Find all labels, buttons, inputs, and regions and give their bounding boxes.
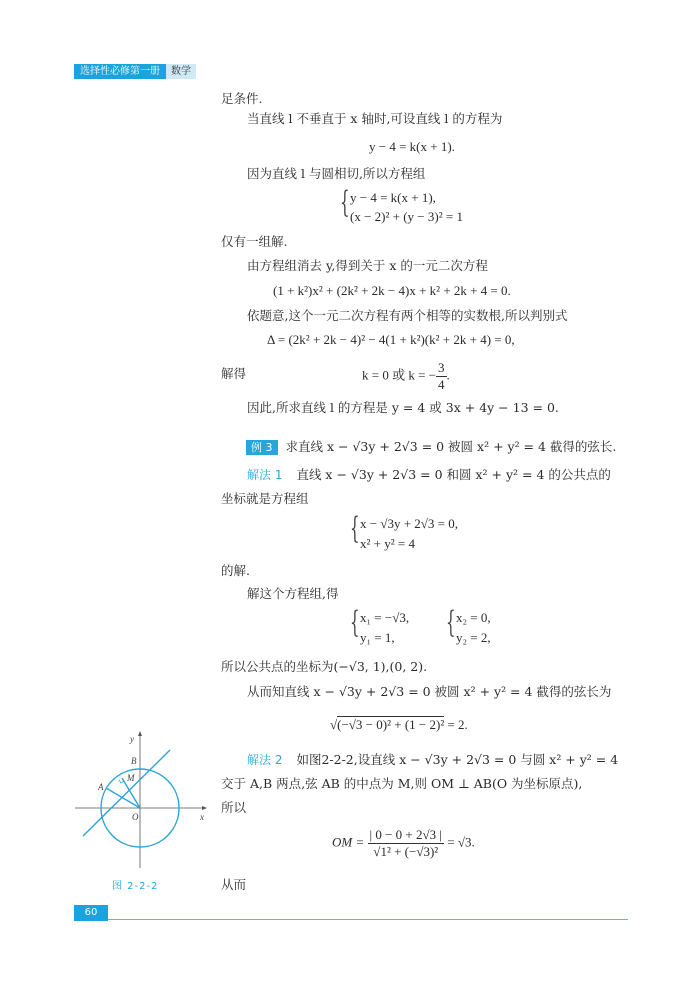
equation-part: = 2. bbox=[444, 717, 468, 732]
equation: y − 4 = k(x + 1). bbox=[369, 139, 455, 154]
solution-row: x₁ = −√3, bbox=[360, 610, 410, 625]
sqrt-content: 1² + (−√3)² bbox=[380, 844, 439, 859]
numerator: 3 bbox=[438, 360, 445, 375]
text-line: 由方程组消去 y,得到关于 x 的一元二次方程 bbox=[247, 258, 488, 273]
running-header bbox=[74, 64, 196, 79]
text-line: 坐标就是方程组 bbox=[221, 491, 309, 506]
equation-part: OM = bbox=[332, 834, 368, 850]
brace: { bbox=[340, 185, 350, 220]
method-text: 如图2-2-2,设直线 x − √3y + 2√3 = 0 与圆 x² + y² = 4 bbox=[296, 752, 619, 767]
text-line: 解这个方程组,得 bbox=[247, 586, 339, 601]
label-y: y bbox=[130, 734, 134, 744]
label-A: A bbox=[98, 782, 104, 792]
equation bbox=[362, 360, 450, 393]
text-line: 的解. bbox=[221, 563, 250, 578]
y-axis-arrow-icon bbox=[138, 731, 142, 736]
denominator: √1² + (−√3)² bbox=[373, 844, 439, 859]
footer-rule bbox=[108, 919, 628, 920]
text-line: 所以公共点的坐标为(−√3, 1),(0, 2). bbox=[221, 659, 428, 674]
label-B: B bbox=[131, 756, 137, 766]
solution-row: y₂ = 2, bbox=[456, 630, 491, 645]
text-line: 因此,所求直线 l 的方程是 y = 4 或 3x + 4y − 13 = 0. bbox=[247, 400, 559, 415]
fraction bbox=[436, 360, 447, 393]
figure-circle-line-diagram bbox=[70, 728, 210, 868]
method-line bbox=[247, 467, 611, 483]
text-line: 从而 bbox=[221, 877, 247, 892]
label-M: M bbox=[127, 773, 135, 783]
text-line: 因为直线 l 与圆相切,所以方程组 bbox=[247, 166, 426, 181]
sqrt-symbol: √ bbox=[330, 717, 338, 732]
line-l bbox=[83, 750, 170, 836]
page-number: 60 bbox=[74, 905, 108, 921]
denominator: 4 bbox=[438, 377, 445, 392]
equation-system-row: x − √3y + 2√3 = 0, bbox=[360, 516, 459, 531]
fraction bbox=[368, 827, 445, 860]
equation: Δ = (2k² + 2k − 4)² − 4(1 + k²)(k² + 2k + 4) = 0, bbox=[267, 332, 515, 347]
equation: (1 + k²)x² + (2k² + 2k − 4)x + k² + 2k + 4 = 0. bbox=[273, 283, 511, 298]
sqrt-content: (−√3 − 0)² + (1 − 2)² bbox=[337, 717, 445, 732]
text-line: 依题意,这个一元二次方程有两个相等的实数根,所以判别式 bbox=[247, 308, 568, 323]
numerator: | 0 − 0 + 2√3 | bbox=[369, 827, 443, 842]
text-line: 交于 A,B 两点,弦 AB 的中点为 M,则 OM ⊥ AB(O 为坐标原点), bbox=[221, 776, 583, 791]
equation-system-row: x² + y² = 4 bbox=[360, 536, 415, 551]
brace: { bbox=[350, 511, 360, 546]
text-line: 当直线 l 不垂直于 x 轴时,可设直线 l 的方程为 bbox=[247, 111, 503, 126]
label-x: x bbox=[200, 812, 204, 822]
x-axis-arrow-icon bbox=[202, 806, 207, 810]
brace: { bbox=[446, 605, 456, 640]
equation-system-row: y − 4 = k(x + 1), bbox=[350, 190, 436, 205]
equation-part: k = 0 或 k = − bbox=[362, 367, 436, 383]
segment-OA bbox=[106, 788, 140, 808]
example-text: 求直线 x − √3y + 2√3 = 0 被圆 x² + y² = 4 截得的弦长. bbox=[285, 439, 617, 454]
text-line: 仅有一组解. bbox=[221, 234, 288, 249]
method-line bbox=[247, 752, 618, 768]
example-heading bbox=[246, 439, 616, 456]
method-text: 直线 x − √3y + 2√3 = 0 和圆 x² + y² = 4 的公共点的 bbox=[296, 467, 611, 482]
text-line: 所以 bbox=[221, 800, 247, 815]
text-line: 从而知直线 x − √3y + 2√3 = 0 被圆 x² + y² = 4 截得的弦长为 bbox=[247, 684, 612, 699]
om-equation bbox=[332, 827, 475, 860]
text-line: 解得 bbox=[221, 366, 247, 381]
solution-row: x₂ = 0, bbox=[456, 610, 491, 625]
equation-system-row: (x − 2)² + (y − 3)² = 1 bbox=[350, 209, 463, 224]
method-label: 解法 2 bbox=[247, 753, 283, 767]
chord-length-equation bbox=[330, 717, 468, 733]
solution-row: y₁ = 1, bbox=[360, 630, 395, 645]
equation-part: . bbox=[446, 367, 450, 383]
brace: { bbox=[350, 605, 360, 640]
book-title: 选择性必修第一册 bbox=[74, 64, 166, 79]
figure-caption: 图 2-2-2 bbox=[112, 881, 159, 892]
label-O: O bbox=[132, 812, 139, 822]
equation-part: = √3. bbox=[444, 834, 475, 850]
subject-label: 数学 bbox=[166, 64, 196, 79]
method-label: 解法 1 bbox=[247, 468, 283, 482]
text-line: 足条件. bbox=[221, 91, 263, 106]
example-tag: 例 3 bbox=[246, 440, 278, 455]
